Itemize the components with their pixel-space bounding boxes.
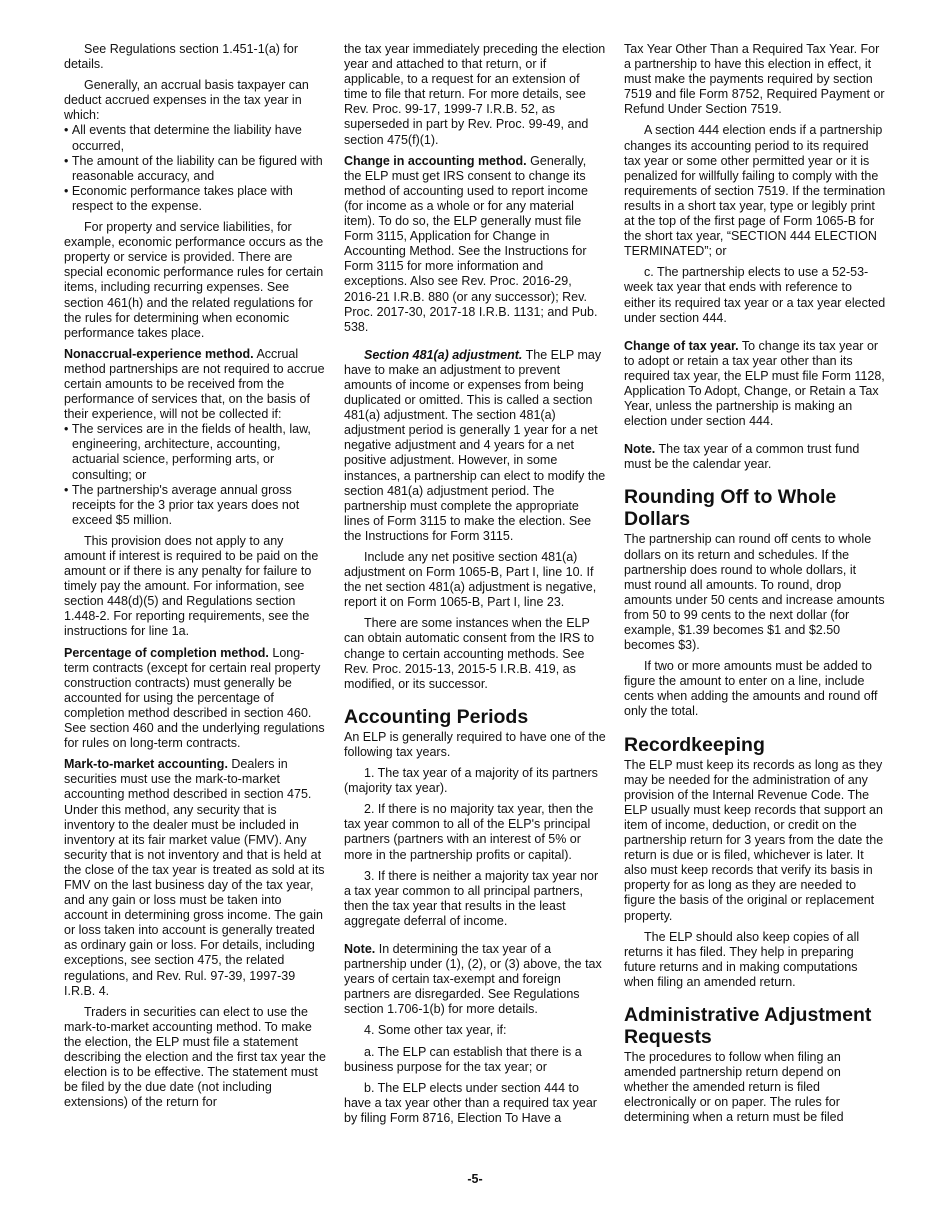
bullet-item: • The amount of the liability can be figured with reasonable accuracy, and: [64, 153, 323, 183]
run-in-heading: Change of tax year.: [624, 338, 739, 353]
section-heading-recordkeeping: Recordkeeping: [624, 733, 765, 756]
change-accounting-method-paragraph: Change in accounting method. Generally, the ELP must get IRS consent to change its method of accounting used to report income (for income as a whole or for any material item). To do so, the ELP generally must file Form 3115, Application for Change in Accounting Method. See the Instructions for Form 3115 for more information and exceptions. Also see Rev. Proc. 2016-29, 2016-21 I.R.B. 880 (or any successor); Rev. Proc. 2017-30, 2017-18 I.R.B. 1131; and Pub. 538.: [344, 153, 598, 334]
paragraph: For property and service liabilities, for example, economic performance occurs as the property or service is provided. There are special economic performance rules for certain items, including recurring expenses. See section 461(h) and the related regulations for the rules for determining when economic performance takes place.: [64, 220, 324, 340]
column-1: [64, 42, 326, 1116]
bullet-item: • The services are in the fields of health, law, engineering, architecture, accounting, actuarial science, performing arts, or consulting; or: [64, 422, 311, 482]
page-number: -5-: [467, 1172, 483, 1186]
run-in-heading: Mark-to-market accounting.: [64, 757, 228, 772]
run-in-heading: Note.: [344, 941, 376, 956]
list-item: 4. Some other tax year, if:: [364, 1023, 507, 1038]
nonaccrual-paragraph: Nonaccrual-experience method. Accrual method partnerships are not required to accrue certain amounts to be received from the performance of services that, on the basis of their experience, will not be collected if:: [64, 346, 325, 422]
mark-to-market-paragraph: Mark-to-market accounting. Dealers in securities must use the mark-to-market accounting method described in section 475. Under this method, any security that is inventory to the dealer must be included in inventory at its fair market value (FMV). Any security that is not inventory and that is held at the close of the tax year is treated as sold at its FMV on the last business day of the tax year, and any gain or loss must be taken into account in determining gross income. The gain or loss taken into account is generally treated as ordinary gain or loss. For details, including exceptions, see section 475, the related regulations, and Rev. Rul. 97-39, 1997-39 I.R.B. 4.: [64, 757, 325, 998]
bullet-item: • The partnership's average annual gross receipts for the 3 prior tax years does not exceed $5 million.: [64, 482, 300, 527]
run-in-heading: Percentage of completion method.: [64, 645, 269, 660]
column-2: [344, 42, 606, 1132]
paragraph: The procedures to follow when filing an amended partnership return depend on whether the amended return is filed electronically or on paper. The rules for determining when a return must be filed: [624, 1049, 844, 1125]
paragraph: The ELP must keep its records as long as they may be needed for the administration of any provision of the Internal Revenue Code. The ELP usually must keep records that support an item of income, deduction, or credit on the partnership return for 3 years from the date the return is due or is filed, whichever is later. It also must keep records that verify its basis in property for as long as they are needed to figure the basis of the original or replacement property.: [624, 757, 884, 923]
change-tax-year-paragraph: Change of tax year. To change its tax year or to adopt or retain a tax year other than its required tax year, the ELP must file Form 1128, Application To Adopt, Change, or Retain a Tax Year, unless the partnership is making an election under section 444.: [624, 338, 885, 429]
note-paragraph: Note. In determining the tax year of a partnership under (1), (2), or (3) above, the tax years of certain tax-exempt and foreign partners are disregarded. See Regulations section 1.706-1(b) for more details.: [344, 941, 602, 1017]
paragraph: the tax year immediately preceding the election year and attached to that return, or if applicable, to a request for an extension of time to file that return. For more details, see Rev. Proc. 99-17, 1999-7 I.R.B. 52, as superseded in part by Rev. Proc. 99-49, and section 475(f)(1).: [344, 42, 606, 147]
list-item: a. The ELP can establish that there is a business purpose for the tax year; or: [344, 1044, 582, 1074]
paragraph: This provision does not apply to any amount if interest is required to be paid on the amount or if there is any penalty for failure to timely pay the amount. For information, see section 448(d)(5) and Regulations section 1.448-2. For reporting requirements, see the instructions for line 1a.: [64, 533, 319, 639]
paragraph: If two or more amounts must be added to figure the amount to enter on a line, include cents when adding the amounts and round off only the total.: [624, 659, 878, 719]
paragraph: The ELP should also keep copies of all returns it has filed. They help in preparing future returns and in making computations when filing an amended return.: [624, 929, 860, 989]
section-481-paragraph: Section 481(a) adjustment. The ELP may have to make an adjustment to prevent amounts of income or expenses from being duplicated or omitted. This is called a section 481(a) adjustment. The section 481(a) adjustment period is generally 1 year for a net negative adjustment and 4 years for a net positive adjustment. However, in some instances, a partnership can elect to modify the section 481(a) adjustment period. The partnership must complete the appropriate lines of Form 3115 to make the election. See the Instructions for Form 3115.: [344, 347, 606, 543]
note-paragraph: Note. The tax year of a common trust fund must be the calendar year.: [624, 442, 860, 472]
run-in-heading: Note.: [624, 442, 656, 457]
list-item: 2. If there is no majority tax year, then the tax year common to all of the ELP's principal partners (partners with an interest of 5% or more in the partnership profits or capital).: [344, 802, 594, 862]
paragraph: There are some instances when the ELP can obtain automatic consent from the IRS to change to certain accounting methods. See Rev. Proc. 2015-13, 2015-5 I.R.B. 419, as modified, or its successor.: [344, 616, 595, 691]
paragraph: A section 444 election ends if a partnership changes its accounting period to its required tax year or some other permitted year or it is penalized for willfully failing to comply with the requirements of section 7519. If the termination results in a short tax year, type or legibly print at the top of the first page of Form 1065-B for the short tax year, “SECTION 444 ELECTION TERMINATED”; or: [624, 123, 886, 259]
list-item: 3. If there is neither a majority tax year nor a tax year common to all principal partners, then the tax year that results in the least aggregate deferral of income.: [344, 868, 599, 928]
paragraph: Tax Year Other Than a Required Tax Year. For a partnership to have this election in effect, it must make the payments required by section 7519 and file Form 8752, Required Payment or Refund Under Section 7519.: [624, 42, 885, 117]
column-3: [624, 42, 886, 1131]
section-heading-accounting-periods: Accounting Periods: [344, 705, 529, 728]
section-heading-administrative-adjustment-requests: Administrative Adjustment Requests: [624, 1003, 872, 1048]
paragraph: See Regulations section 1.451-1(a) for details.: [64, 42, 299, 72]
paragraph: Generally, an accrual basis taxpayer can deduct accrued expenses in the tax year in which:: [64, 78, 309, 123]
paragraph: Traders in securities can elect to use the mark-to-market accounting method. To make the election, the ELP must file a statement describing the election and the first tax year the election is to be effective. The statement must be filed by the due date (not including extensions) of the return for: [64, 1004, 326, 1110]
section-heading-rounding: Rounding Off to Whole Dollars: [624, 486, 837, 531]
list-item: 1. The tax year of a majority of its partners (majority tax year).: [344, 766, 598, 796]
bullet-item: • Economic performance takes place with respect to the expense.: [64, 183, 293, 213]
paragraph: The partnership can round off cents to whole dollars on its return and schedules. If the partnership does round to whole dollars, it must round all amounts. To round, drop amounts under 50 cents and increase amounts from 50 to 99 cents to the next dollar (for example, $1.39 becomes $1 and $2.50 becomes $3).: [624, 532, 885, 653]
list-item: b. The ELP elects under section 444 to have a tax year other than a required tax year by filing Form 8716, Election To Have a: [344, 1080, 597, 1125]
percentage-completion-paragraph: Percentage of completion method. Long-term contracts (except for certain real property construction contracts) must generally be accounted for using the percentage of completion method described in section 460. See section 460 and the underlying regulations for rules on long-term contracts.: [64, 645, 325, 751]
run-in-heading: Change in accounting method.: [344, 153, 527, 168]
list-item: c. The partnership elects to use a 52-53-week tax year that ends with reference to either its required tax year or a tax year elected under section 444.: [624, 265, 886, 325]
bullet-item: • All events that determine the liability have occurred,: [64, 123, 302, 153]
run-in-heading: Nonaccrual-experience method.: [64, 346, 254, 361]
run-in-heading: Section 481(a) adjustment.: [364, 347, 523, 362]
paragraph: Include any net positive section 481(a) adjustment on Form 1065-B, Part I, line 10. If the net section 481(a) adjustment is negative, report it on Form 1065-B, Part I, line 23.: [344, 550, 597, 610]
paragraph: An ELP is generally required to have one of the following tax years.: [344, 729, 606, 759]
